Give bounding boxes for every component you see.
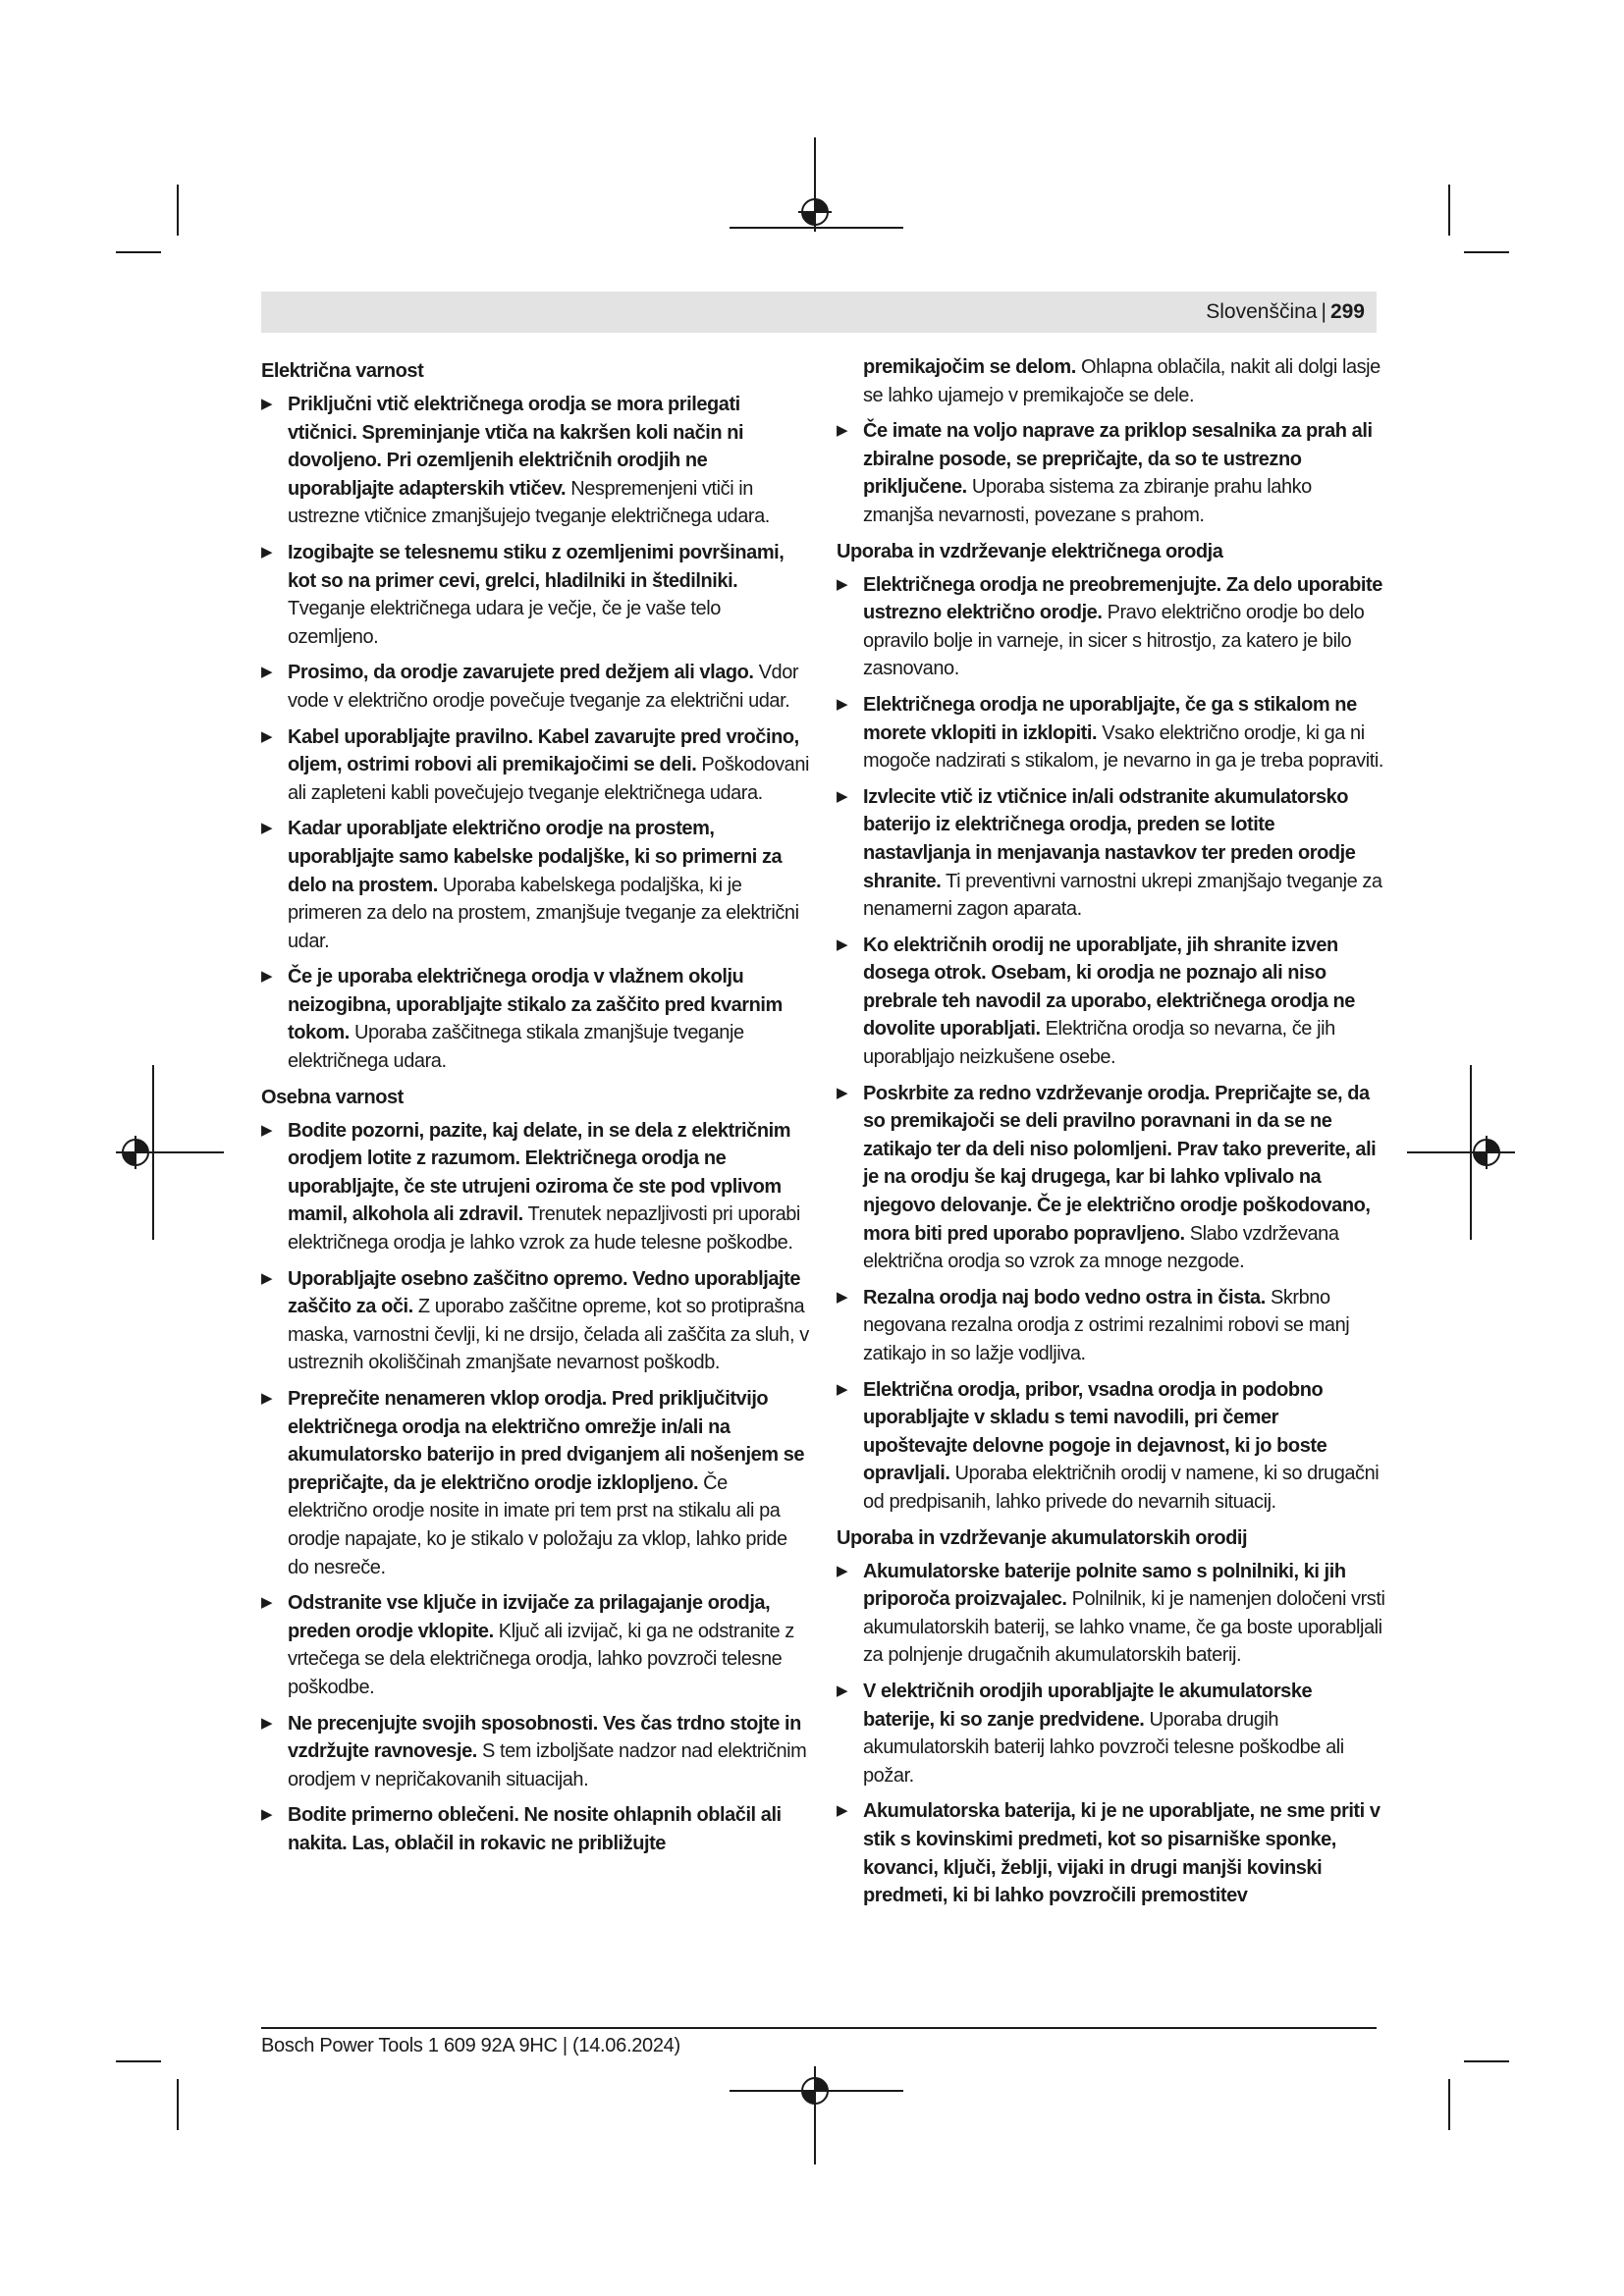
crop-mark xyxy=(177,185,179,236)
bullet-arrow-icon: ▶ xyxy=(837,422,848,440)
item-normal-text: Ohlapna oblačila, nakit ali dolgi lasje se lahko ujamejo v premikajoče se dele. xyxy=(863,356,1380,406)
header-language: Slovenščina xyxy=(1206,300,1318,323)
item-normal-text: Nespremenjeni vtiči in ustrezne vtičnice zmanjšujejo tveganje električnega udara. xyxy=(288,477,770,528)
continued-item xyxy=(837,353,1386,409)
item-bold-text: Izogibajte se telesnemu stiku z ozemljenimi površinami, kot so na primer cevi, grelci, hladilniki in štedilniki. xyxy=(288,541,785,592)
page-number: 299 xyxy=(1329,300,1365,323)
list-item xyxy=(261,815,811,955)
item-normal-text: Električna orodja so nevarna, če jih uporabljajo neizkušene osebe. xyxy=(863,1018,1335,1069)
item-bold-text: Kabel uporabljajte pravilno. Kabel zavarujte pred vročino, oljem, ostrimi robovi ali premikajočimi se deli. xyxy=(288,725,799,776)
item-bold-text: Ne precenjujte svojih sposobnosti. Ves čas trdno stojte in vzdržujte ravnovesje. xyxy=(288,1712,801,1763)
item-bold-text: Poskrbite za redno vzdrževanje orodja. Prepričajte se, da so premikajoči se deli pravilno poravnani in da se ne zatikajo ter da deli niso polomljeni. Prav tako preverite, ali je na orodju še kaj drugega, kar bi lahko vplivalo na njegovo delovanje. Če je električno orodje poškodovano, mora biti pred uporabo popravljeno. xyxy=(863,1082,1377,1245)
list-item xyxy=(261,659,811,715)
item-normal-text: Uporaba kabelskega podaljška, ki je primeren za delo na prostem, zmanjšuje tveganje za električni udar. xyxy=(288,874,799,952)
crop-mark xyxy=(1464,2060,1509,2062)
list-item xyxy=(837,783,1386,924)
bullet-arrow-icon: ▶ xyxy=(261,1390,273,1407)
bullet-arrow-icon: ▶ xyxy=(837,1380,848,1398)
item-normal-text: Uporaba drugih akumulatorskih baterij lahko povzroči telesne poškodbe ali požar. xyxy=(863,1708,1344,1787)
bullet-arrow-icon: ▶ xyxy=(837,1682,848,1699)
bullet-arrow-icon: ▶ xyxy=(837,1802,848,1820)
item-bold-text: Bodite primerno oblečeni. Ne nosite ohlapnih oblačil ali nakita. Las, oblačil in rokavic ne približujte xyxy=(288,1804,782,1854)
item-bold-text: Električna orodja, pribor, vsadna orodja in podobno uporabljajte v skladu s temi navodili, pri čemer upoštevajte delovne pogoje in dejavnost, ki jo boste opravljali. xyxy=(863,1378,1327,1485)
item-bold-text: Izvlecite vtič iz vtičnice in/ali odstranite akumulatorsko baterijo iz električnega orodja, preden se lotite nastavljanja in menjavanja nastavkov ter preden orodje shranite. xyxy=(863,785,1356,892)
list-item xyxy=(261,723,811,808)
item-bold-text: Akumulatorska baterija, ki je ne uporabljate, ne sme priti v stik s kovinskimi predmeti, kot so pisarniške sponke, kovanci, ključi, žeblji, vijaki in drugi manjši kovinski predmeti, ki bi lahko povzročili premostitev xyxy=(863,1800,1380,1907)
item-bold-text: premikajočim se delom. xyxy=(863,356,1076,378)
item-bold-text: Če je uporaba električnega orodja v vlažnem okolju neizogibna, uporabljajte stikalo za zaščito pred kvarnim tokom. xyxy=(288,966,783,1044)
bullet-arrow-icon: ▶ xyxy=(261,664,273,681)
list-item xyxy=(837,1376,1386,1517)
list-item xyxy=(837,932,1386,1072)
list-item xyxy=(837,1558,1386,1670)
crop-mark xyxy=(1448,2079,1450,2130)
item-normal-text: Skrbno negovana rezalna orodja z ostrimi rezalnimi robovi se manj zatikajo in so lažje vodljiva. xyxy=(863,1286,1350,1364)
item-normal-text: Tveganje električnega udara je večje, če je vaše telo ozemljeno. xyxy=(288,598,721,648)
item-normal-text: Vsako električno orodje, ki ga ni mogoče nadzirati s stikalom, je nevarno in ga je treba popraviti. xyxy=(863,721,1383,773)
item-bold-text: Kadar uporabljate električno orodje na prostem, uporabljajte samo kabelske podaljške, ki so primerni za delo na prostem. xyxy=(288,818,783,896)
item-bold-text: Prosimo, da orodje zavarujete pred dežjem ali vlago. xyxy=(288,662,754,684)
right-column xyxy=(837,353,1386,1918)
registration-mark-icon xyxy=(798,195,832,229)
section-heading: Električna varnost xyxy=(261,360,424,382)
list-item xyxy=(261,1385,811,1581)
crop-mark xyxy=(116,2060,161,2062)
list-item xyxy=(837,1797,1386,1909)
item-normal-text: Uporaba zaščitnega stikala zmanjšuje tveganje električnega udara. xyxy=(288,1022,744,1073)
item-bold-text: Preprečite nenameren vklop orodja. Pred priključitvijo električnega orodja na električno omrežje in/ali na akumulatorsko baterijo in pred dviganjem ali nošenjem se prepričajte, da je električno orodje izklopljeno. xyxy=(288,1388,805,1494)
list-item xyxy=(837,417,1386,529)
list-item xyxy=(261,1265,811,1377)
item-bold-text: Če imate na voljo naprave za priklop sesalnika za prah ali zbiralne posode, se prepričajte, da so te ustrezno priključene. xyxy=(863,420,1373,499)
item-bold-text: Električnega orodja ne preobremenjujte. Za delo uporabite ustrezno električno orodje. xyxy=(863,573,1382,624)
registration-mark-icon xyxy=(798,2074,832,2108)
item-bold-text: Uporabljajte osebno zaščitno opremo. Vedno uporabljajte zaščito za oči. xyxy=(288,1267,800,1318)
item-bold-text: V električnih orodjih uporabljajte le akumulatorske baterije, ki so zanje predvidene. xyxy=(863,1680,1313,1731)
item-normal-text: Ti preventivni varnostni ukrepi zmanjšajo tveganje za nenamerni zagon aparata. xyxy=(863,870,1382,921)
header-separator: | xyxy=(1321,300,1326,323)
crop-mark xyxy=(1464,251,1509,253)
item-bold-text: Ko električnih orodij ne uporabljate, jih shranite izven dosega otrok. Osebam, ki orodja ne poznajo ali niso prebrale teh navodil za uporabo, električnega orodja ne dovolite uporabljati. xyxy=(863,934,1355,1041)
registration-mark-icon xyxy=(119,1136,152,1169)
list-item xyxy=(837,691,1386,775)
item-bold-text: Priključni vtič električnega orodja se mora prilegati vtičnici. Spreminjanje vtiča na kakršen koli način ni dovoljeno. Pri ozemljenih električnih orodjih ne uporabljajte adapterskih vtičev. xyxy=(288,394,744,500)
list-item xyxy=(261,1710,811,1794)
list-item xyxy=(261,1801,811,1857)
bullet-arrow-icon: ▶ xyxy=(837,1562,848,1579)
item-normal-text: Pravo električno orodje bo delo opravilo bolje in varneje, in sicer s hitrostjo, za katero je bilo zasnovano. xyxy=(863,602,1365,680)
header-text xyxy=(1206,292,1377,333)
bullet-arrow-icon: ▶ xyxy=(837,935,848,953)
list-item xyxy=(261,963,811,1075)
section-heading: Osebna varnost xyxy=(261,1086,404,1108)
item-normal-text: Če električno orodje nosite in imate pri tem prst na stikalu ali pa orodje napajate, ko je stikalo v položaju za vklop, lahko pride do nesreče. xyxy=(288,1471,787,1578)
list-item xyxy=(837,1284,1386,1368)
bullet-arrow-icon: ▶ xyxy=(837,787,848,805)
item-normal-text: Ključ ali izvijač, ki ga ne odstranite z vrtečega se dela električnega orodja, lahko povzroči telesne poškodbe. xyxy=(288,1620,794,1698)
bullet-arrow-icon: ▶ xyxy=(837,695,848,713)
item-normal-text: Poškodovani ali zapleteni kabli povečujejo tveganje električnega udara. xyxy=(288,754,810,804)
bullet-arrow-icon: ▶ xyxy=(261,1806,273,1824)
bullet-arrow-icon: ▶ xyxy=(261,1121,273,1139)
registration-mark-icon xyxy=(1470,1136,1503,1169)
item-normal-text: Slabo vzdrževana električna orodja so vzrok za mnoge nezgode. xyxy=(863,1222,1339,1273)
item-normal-text: Vdor vode v električno orodje povečuje tveganje za električni udar. xyxy=(288,662,799,712)
crop-mark xyxy=(1448,185,1450,236)
item-bold-text: Električnega orodja ne uporabljajte, če ga s stikalom ne morete vklopiti in izklopiti. xyxy=(863,693,1357,744)
footer-rule xyxy=(261,2027,1377,2029)
crop-mark xyxy=(177,2079,179,2130)
bullet-arrow-icon: ▶ xyxy=(261,1594,273,1612)
list-item xyxy=(261,1117,811,1257)
item-bold-text: Akumulatorske baterije polnite samo s polnilniki, ki jih priporoča proizvajalec. xyxy=(863,1560,1346,1611)
item-normal-text: S tem izboljšate nadzor nad električnim orodjem v nepričakovanih situacijah. xyxy=(288,1740,807,1790)
bullet-arrow-icon: ▶ xyxy=(261,820,273,837)
bullet-arrow-icon: ▶ xyxy=(261,1269,273,1287)
list-item xyxy=(261,539,811,651)
item-bold-text: Bodite pozorni, pazite, kaj delate, in se dela z električnim orodjem lotite z razumom. Električnega orodja ne uporabljajte, če ste utrujeni oziroma če ste pod vplivom mamil, alkohola ali zdravil. xyxy=(288,1119,791,1226)
bullet-arrow-icon: ▶ xyxy=(261,1714,273,1732)
list-item xyxy=(261,391,811,531)
item-normal-text: Uporaba električnih orodij v namene, ki so drugačni od predpisanih, lahko privede do nevarnih situacij. xyxy=(863,1463,1380,1513)
item-normal-text: Trenutek nepazljivosti pri uporabi električnega orodja je lahko vzrok za hude telesne poškodbe. xyxy=(288,1203,800,1255)
footer-text: Bosch Power Tools 1 609 92A 9HC | (14.06.2024) xyxy=(261,2035,680,2056)
bullet-arrow-icon: ▶ xyxy=(261,543,273,561)
list-item xyxy=(837,1080,1386,1276)
item-normal-text: Z uporabo zaščitne opreme, kot so protiprašna maska, varnostni čevlji, ki ne drsijo, čelada ali zaščita za sluh, v ustreznih okoliščinah zmanjšate nevarnost poškodb. xyxy=(288,1296,809,1374)
list-item xyxy=(261,1589,811,1701)
page-header xyxy=(261,292,1377,333)
crop-mark xyxy=(116,251,161,253)
bullet-arrow-icon: ▶ xyxy=(261,396,273,412)
item-bold-text: Rezalna orodja naj bodo vedno ostra in čista. xyxy=(863,1286,1266,1308)
item-normal-text: Polnilnik, ki je namenjen določeni vrsti akumulatorskih baterij, se lahko vname, če ga boste uporabljali za polnjenje drugačnih akumulatorskih baterij. xyxy=(863,1588,1385,1667)
list-item xyxy=(837,571,1386,683)
item-bold-text: Odstranite vse ključe in izvijače za prilagajanje orodja, preden orodje vklopite. xyxy=(288,1592,771,1642)
left-column xyxy=(261,353,811,1866)
bullet-arrow-icon: ▶ xyxy=(837,1288,848,1306)
section-heading: Uporaba in vzdrževanje akumulatorskih orodij xyxy=(837,1526,1248,1549)
bullet-arrow-icon: ▶ xyxy=(261,727,273,745)
bullet-arrow-icon: ▶ xyxy=(261,968,273,986)
item-normal-text: Uporaba sistema za zbiranje prahu lahko zmanjša nevarnosti, povezane s prahom. xyxy=(863,476,1312,526)
list-item xyxy=(837,1678,1386,1789)
bullet-arrow-icon: ▶ xyxy=(837,1084,848,1101)
section-heading: Uporaba in vzdrževanje električnega orodja xyxy=(837,540,1223,562)
bullet-arrow-icon: ▶ xyxy=(837,575,848,593)
